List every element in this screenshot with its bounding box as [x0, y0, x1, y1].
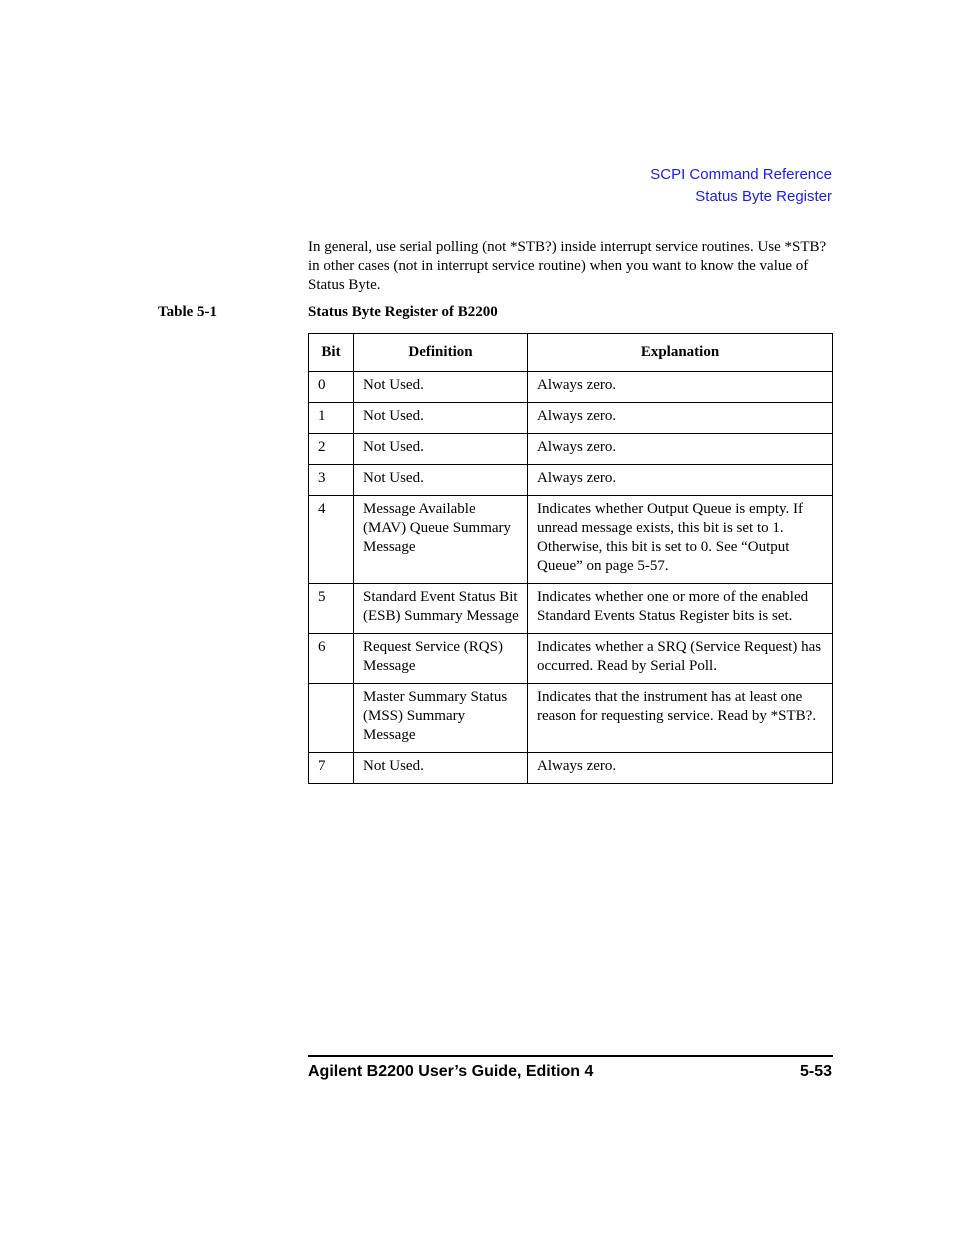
bit-cell: 4: [309, 496, 354, 584]
table-row: [309, 496, 833, 584]
explanation-cell: Indicates whether one or more of the enabled Standard Events Status Register bits is set.: [528, 584, 833, 634]
running-header-section: Status Byte Register: [695, 188, 832, 205]
definition-cell: Not Used.: [354, 403, 528, 434]
explanation-cell: Indicates whether a SRQ (Service Request) has occurred. Read by Serial Poll.: [528, 634, 833, 684]
explanation-cell: Always zero.: [528, 465, 833, 496]
bit-cell: 1: [309, 403, 354, 434]
bit-cell: 5: [309, 584, 354, 634]
column-header-explanation: Explanation: [528, 334, 833, 372]
table-header-row: [309, 334, 833, 372]
table-row: [309, 403, 833, 434]
page-number: 5-53: [799, 1063, 832, 1080]
definition-cell: Standard Event Status Bit (ESB) Summary Message: [354, 584, 528, 634]
table-label: Table 5-1: [158, 304, 218, 320]
footer-title: Agilent B2200 User’s Guide, Edition 4: [308, 1063, 594, 1080]
definition-cell: Request Service (RQS) Message: [354, 634, 528, 684]
explanation-cell: Always zero.: [528, 753, 833, 784]
explanation-cell: Indicates that the instrument has at least one reason for requesting service. Read by *STB?.: [528, 684, 833, 753]
explanation-cell: Always zero.: [528, 403, 833, 434]
table-title: Status Byte Register of B2200: [308, 304, 498, 320]
status-byte-table: [308, 333, 833, 784]
definition-cell: Not Used.: [354, 372, 528, 403]
bit-cell: 7: [309, 753, 354, 784]
column-header-definition: Definition: [354, 334, 528, 372]
bit-cell: 6: [309, 634, 354, 684]
running-header-chapter: SCPI Command Reference: [650, 166, 832, 183]
table-row: [309, 465, 833, 496]
table-row: [309, 372, 833, 403]
table-row: [309, 434, 833, 465]
table-row: [309, 634, 833, 684]
table-row: [309, 684, 833, 753]
table-row: [309, 753, 833, 784]
definition-cell: Not Used.: [354, 753, 528, 784]
definition-cell: Message Available (MAV) Queue Summary Message: [354, 496, 528, 584]
definition-cell: Not Used.: [354, 465, 528, 496]
definition-cell: Not Used.: [354, 434, 528, 465]
footer-divider: [308, 1055, 833, 1057]
explanation-cell: Always zero.: [528, 372, 833, 403]
bit-cell: 0: [309, 372, 354, 403]
intro-paragraph: In general, use serial polling (not *STB?) inside interrupt service routines. Use *STB? in other cases (not in interrupt service routine) when you want to know the value of Status Byte.: [308, 239, 827, 293]
column-header-bit: Bit: [309, 334, 354, 372]
bit-cell: [309, 684, 354, 753]
explanation-cell: Always zero.: [528, 434, 833, 465]
table-row: [309, 584, 833, 634]
definition-cell: Master Summary Status (MSS) Summary Message: [354, 684, 528, 753]
bit-cell: 3: [309, 465, 354, 496]
bit-cell: 2: [309, 434, 354, 465]
explanation-cell: Indicates whether Output Queue is empty. If unread message exists, this bit is set to 1. Otherwise, this bit is set to 0. See “Output Queue” on page 5-57.: [528, 496, 833, 584]
